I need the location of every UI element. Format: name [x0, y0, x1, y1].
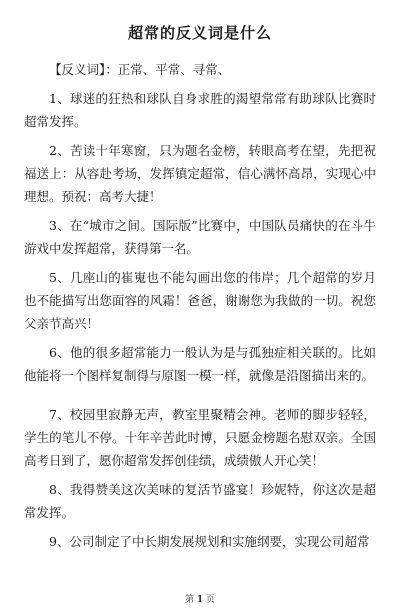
paragraph-6: 6、他的很多超常能力一般认为是与孤独症相关联的。比如他能将一个图样复制得与原图一模一样，就像是沿图描出来的。: [24, 345, 376, 383]
page-footer: [0, 594, 400, 606]
paragraph-9: 9、公司制定了中长期发展规划和实施纲要，实现公司超常: [49, 534, 370, 549]
paragraph-antonyms: 【反义词】：正常、平常、寻常、: [49, 62, 231, 77]
footer-prefix: 第: [184, 595, 194, 605]
paragraph-7: 7、校园里寂静无声，教室里聚精会神。老师的脚步轻轻，学生的笔儿不停。十年辛苦此时博，只愿金榜题名慰双亲。全国高考日到了，愿你超常发挥创佳绩，成绩傲人开心笑！: [24, 407, 376, 468]
page-title: 超常的反义词是什么: [127, 24, 272, 42]
paragraph-5: 5、几座山的崔嵬也不能勾画出您的伟岸；几个超常的岁月也不能描写出您面容的风霜！爸爸，谢谢您为我做的一切。祝您父亲节高兴！: [24, 270, 376, 331]
paragraph-1: 1、球迷的狂热和球队自身求胜的渴望常常有助球队比赛时超常发挥。: [24, 91, 376, 129]
footer-suffix: 页: [206, 595, 216, 605]
paragraph-8: 8、我得赞美这次美味的复活节盛宴！珍妮特，你这次是超常发挥。: [24, 482, 376, 520]
paragraph-2: 2、苦读十年寒窗，只为题名金榜，转眼高考在望，先把祝福送上：从容赴考场，发挥镇定超常，信心满怀高昂，实现心中理想。预祝：高考大捷！: [24, 143, 376, 204]
footer-page-number: 1: [196, 595, 204, 605]
paragraph-3: 3、在“城市之间。国际版”比赛中，中国队员痛快的在斗牛游戏中发挥超常，获得第一名。: [24, 218, 376, 256]
